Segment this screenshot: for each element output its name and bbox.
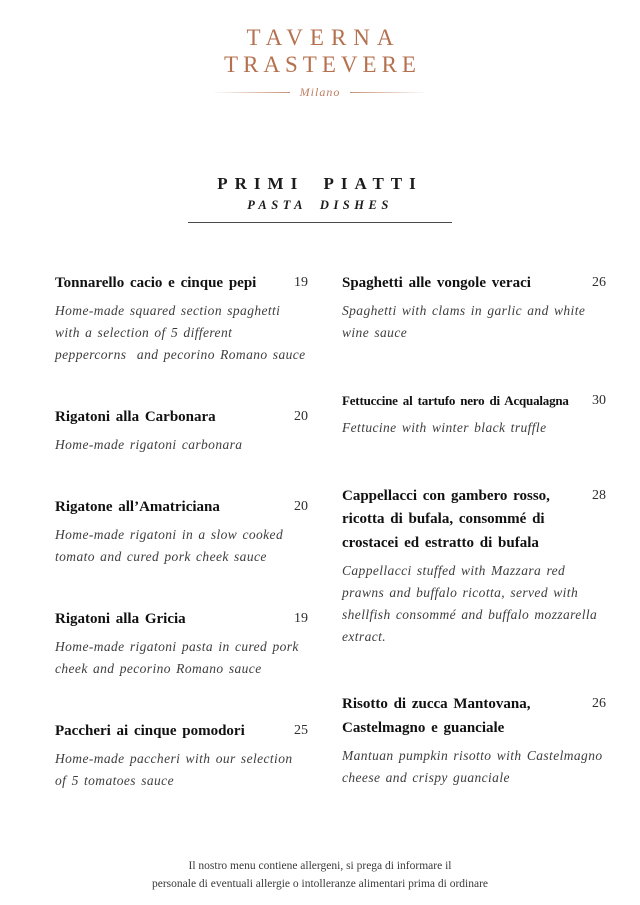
dish-name: Rigatone all’Amatriciana: [55, 498, 220, 515]
brand-city: Milano: [299, 85, 341, 99]
title-underline: [188, 222, 452, 223]
menu-column-left: [55, 272, 308, 835]
menu-item-carbonara: [55, 406, 308, 456]
dish-description: Home-made rigatoni carbonara: [55, 437, 243, 453]
dish-description: Home-made squared section spaghetti with a selection of 5 different peppercorns and pecorino Romano sauce: [55, 303, 306, 362]
menu-item-vongole: [342, 272, 606, 344]
dish-name: Risotto di zucca Mantovana, Castelmagno e guanciale: [342, 696, 531, 736]
dish-header: [342, 272, 606, 295]
dish-price: 19: [294, 275, 308, 290]
allergen-note: [0, 858, 640, 894]
menu-item-gricia: [55, 608, 308, 680]
dish-description: Home-made rigatoni pasta in cured pork cheek and pecorino Romano sauce: [55, 639, 305, 677]
section-title: PRIMI PIATTI: [217, 174, 423, 193]
dish-header: [342, 485, 606, 555]
menu-item-paccheri: [55, 720, 308, 792]
dish-description: Home-made rigatoni in a slow cooked tomato and cured pork cheek sauce: [55, 527, 289, 565]
dish-price: 30: [592, 392, 606, 408]
menu-item-cappellacci: [342, 485, 606, 647]
dish-name: Tonnarello cacio e cinque pepi: [55, 275, 257, 291]
dish-price: 25: [294, 722, 308, 738]
dish-header: [342, 693, 606, 740]
section-title-block: [0, 174, 640, 223]
dish-description: Fettucine with winter black truffle: [342, 420, 547, 436]
dish-price: 26: [592, 696, 606, 712]
dish-header: [55, 496, 308, 519]
dish-price: 19: [294, 610, 308, 626]
dish-name: Rigatoni alla Gricia: [55, 610, 186, 627]
dish-name: Cappellacci con gambero rosso, ricotta di bufala, consommé di crostacei ed estratto di bufala: [342, 488, 550, 551]
menu-item-risotto-zucca: [342, 693, 606, 788]
dish-description: Cappellacci stuffed with Mazzara red prawns and buffalo ricotta, served with shellfish consommé and buffalo mozzarella extract.: [342, 562, 603, 644]
dish-name: Paccheri ai cinque pomodori: [55, 722, 245, 739]
allergen-note-line2: personale di eventuali allergie o intolleranze alimentari prima di ordinare: [151, 878, 489, 891]
menu-header: [0, 26, 640, 100]
dish-price: 20: [294, 498, 308, 514]
brand-name-line2: TRASTEVERE: [224, 52, 421, 77]
dish-name: Rigatoni alla Carbonara: [55, 408, 216, 425]
dish-price: 28: [592, 488, 606, 504]
menu-column-right: [342, 272, 606, 835]
dish-description: Home-made paccheri with our selection of 5 tomatoes sauce: [55, 751, 298, 788]
dish-header: [55, 608, 308, 631]
brand-city-row: [0, 85, 640, 100]
dish-name: Fettuccine al tartufo nero di Acqualagna: [342, 392, 569, 408]
section-subtitle: PASTA DISHES: [247, 198, 393, 212]
divider-line-right: [350, 92, 428, 93]
dish-header: [55, 272, 308, 295]
dish-header: [342, 390, 606, 412]
menu-grid: [55, 272, 606, 835]
brand-name-line1: TAVERNA: [246, 25, 401, 50]
allergen-note-line1: Il nostro menu contiene allergeni, si prega di informare il: [188, 860, 452, 873]
dish-description: Spaghetti with clams in garlic and white wine sauce: [342, 303, 591, 341]
menu-item-amatriciana: [55, 496, 308, 568]
dish-price: 20: [294, 408, 308, 424]
menu-item-tonnarello: [55, 272, 308, 366]
dish-name: Spaghetti alle vongole veraci: [342, 275, 531, 291]
menu-item-fettuccine-tartufo: [342, 390, 606, 439]
dish-header: [55, 406, 308, 429]
dish-description: Mantuan pumpkin risotto with Castelmagno cheese and crispy guanciale: [342, 747, 608, 785]
dish-header: [55, 720, 308, 743]
dish-price: 26: [592, 275, 606, 290]
divider-line-left: [212, 92, 290, 93]
